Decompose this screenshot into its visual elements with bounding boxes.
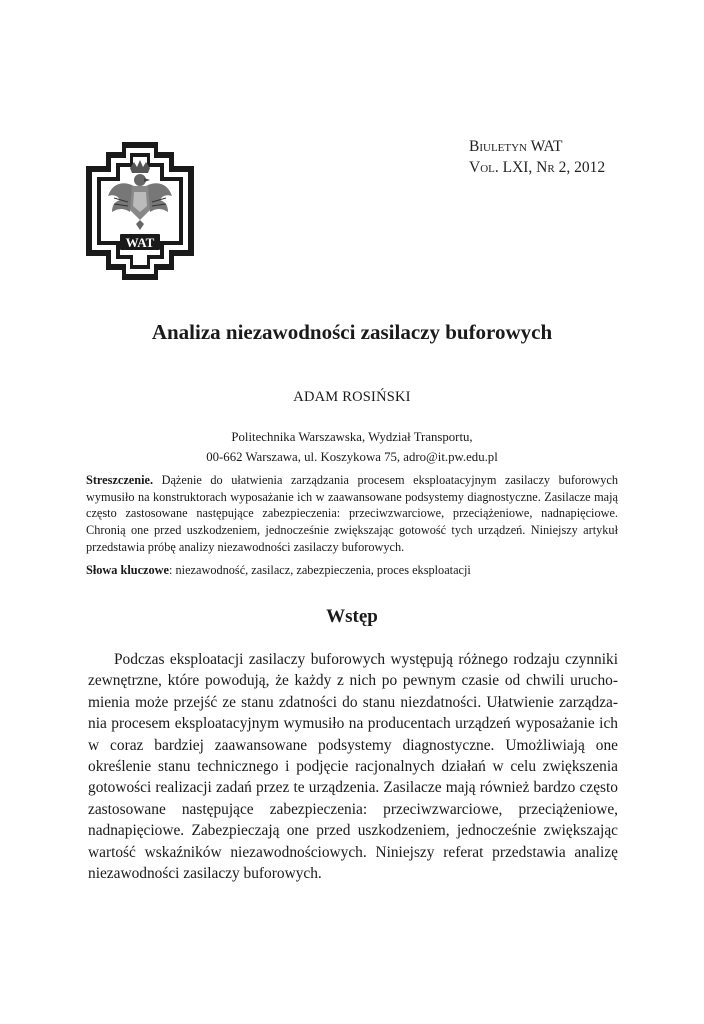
affiliation-line-1: Politechnika Warszawska, Wydział Transportu,: [231, 430, 473, 444]
author-affiliation: [0, 428, 704, 467]
abstract: [86, 472, 618, 556]
journal-volume-issue: Vol. LXI, Nr 2, 2012: [469, 159, 606, 176]
keywords: [86, 562, 618, 579]
journal-name: Biuletyn WAT: [469, 138, 563, 155]
affiliation-line-2: 00-662 Warszawa, ul. Koszykowa 75, adro@it.pw.edu.pl: [206, 449, 498, 464]
article-author: ADAM ROSIŃSKI: [293, 389, 411, 405]
journal-header: [469, 136, 605, 178]
wat-emblem-icon: [84, 140, 196, 282]
section-paragraph: Podczas eksploatacji zasilaczy buforowych występują różnego rodzaju czynniki zewnętrzne, które powodują, że każdy z nich po pewnym czasie od chwili uruchomienia może przejść ze stanu zdatności do stanu niezdatności. Ułatwienie zarządzania procesem eksploatacyjnym wymusiło na producentach urządzeń wyposażanie ich w coraz bardziej zaawansowane podsystemy diagnostyczne. Umożliwiają one określenie stanu technicznego i podjęcie racjonalnych działań w celu zwiększenia gotowości realizacji zadań przez te urządzenia. Zasilacze mają również bardzo często zastosowane następujące zabezpieczenia: przeciwzwarciowe, przeciążeniowe, nadnapięciowe. Zabezpieczają one przed uszkodzeniem, jednocześnie zwiększając wartość wskaźników niezawodnościowych. Niniejszy referat przedstawia analizę niezawodności zasilaczy buforowych.: [88, 651, 618, 883]
section-body: [88, 649, 618, 884]
abstract-text: Dążenie do ułatwienia zarządzania procesem eksploatacyjnym zasilaczy buforowych wymusiło na konstruktorach wyposażanie ich w zaawansowane podsystemy diagnostyczne. Zasilacze mają często zastosowane następujące zabezpieczenia: przeciwzwarciowe, przeciążeniowe, nadnapięciowe. Chronią one przed uszkodzeniem, jednocześnie zwiększając gotowość tych urządzeń. Niniejszy artykuł przedstawia próbę analizy niezawodności zasilaczy buforowych.: [86, 473, 618, 554]
keywords-text: : niezawodność, zasilacz, zabezpieczenia, proces eksploatacji: [169, 563, 471, 577]
section-title: Wstęp: [326, 606, 378, 627]
logo-lettering: WAT: [125, 235, 155, 250]
abstract-label: Streszczenie.: [86, 473, 154, 487]
keywords-label: Słowa kluczowe: [86, 563, 170, 577]
wat-logo: [84, 140, 196, 282]
article-title: Analiza niezawodności zasilaczy buforowych: [151, 320, 553, 344]
